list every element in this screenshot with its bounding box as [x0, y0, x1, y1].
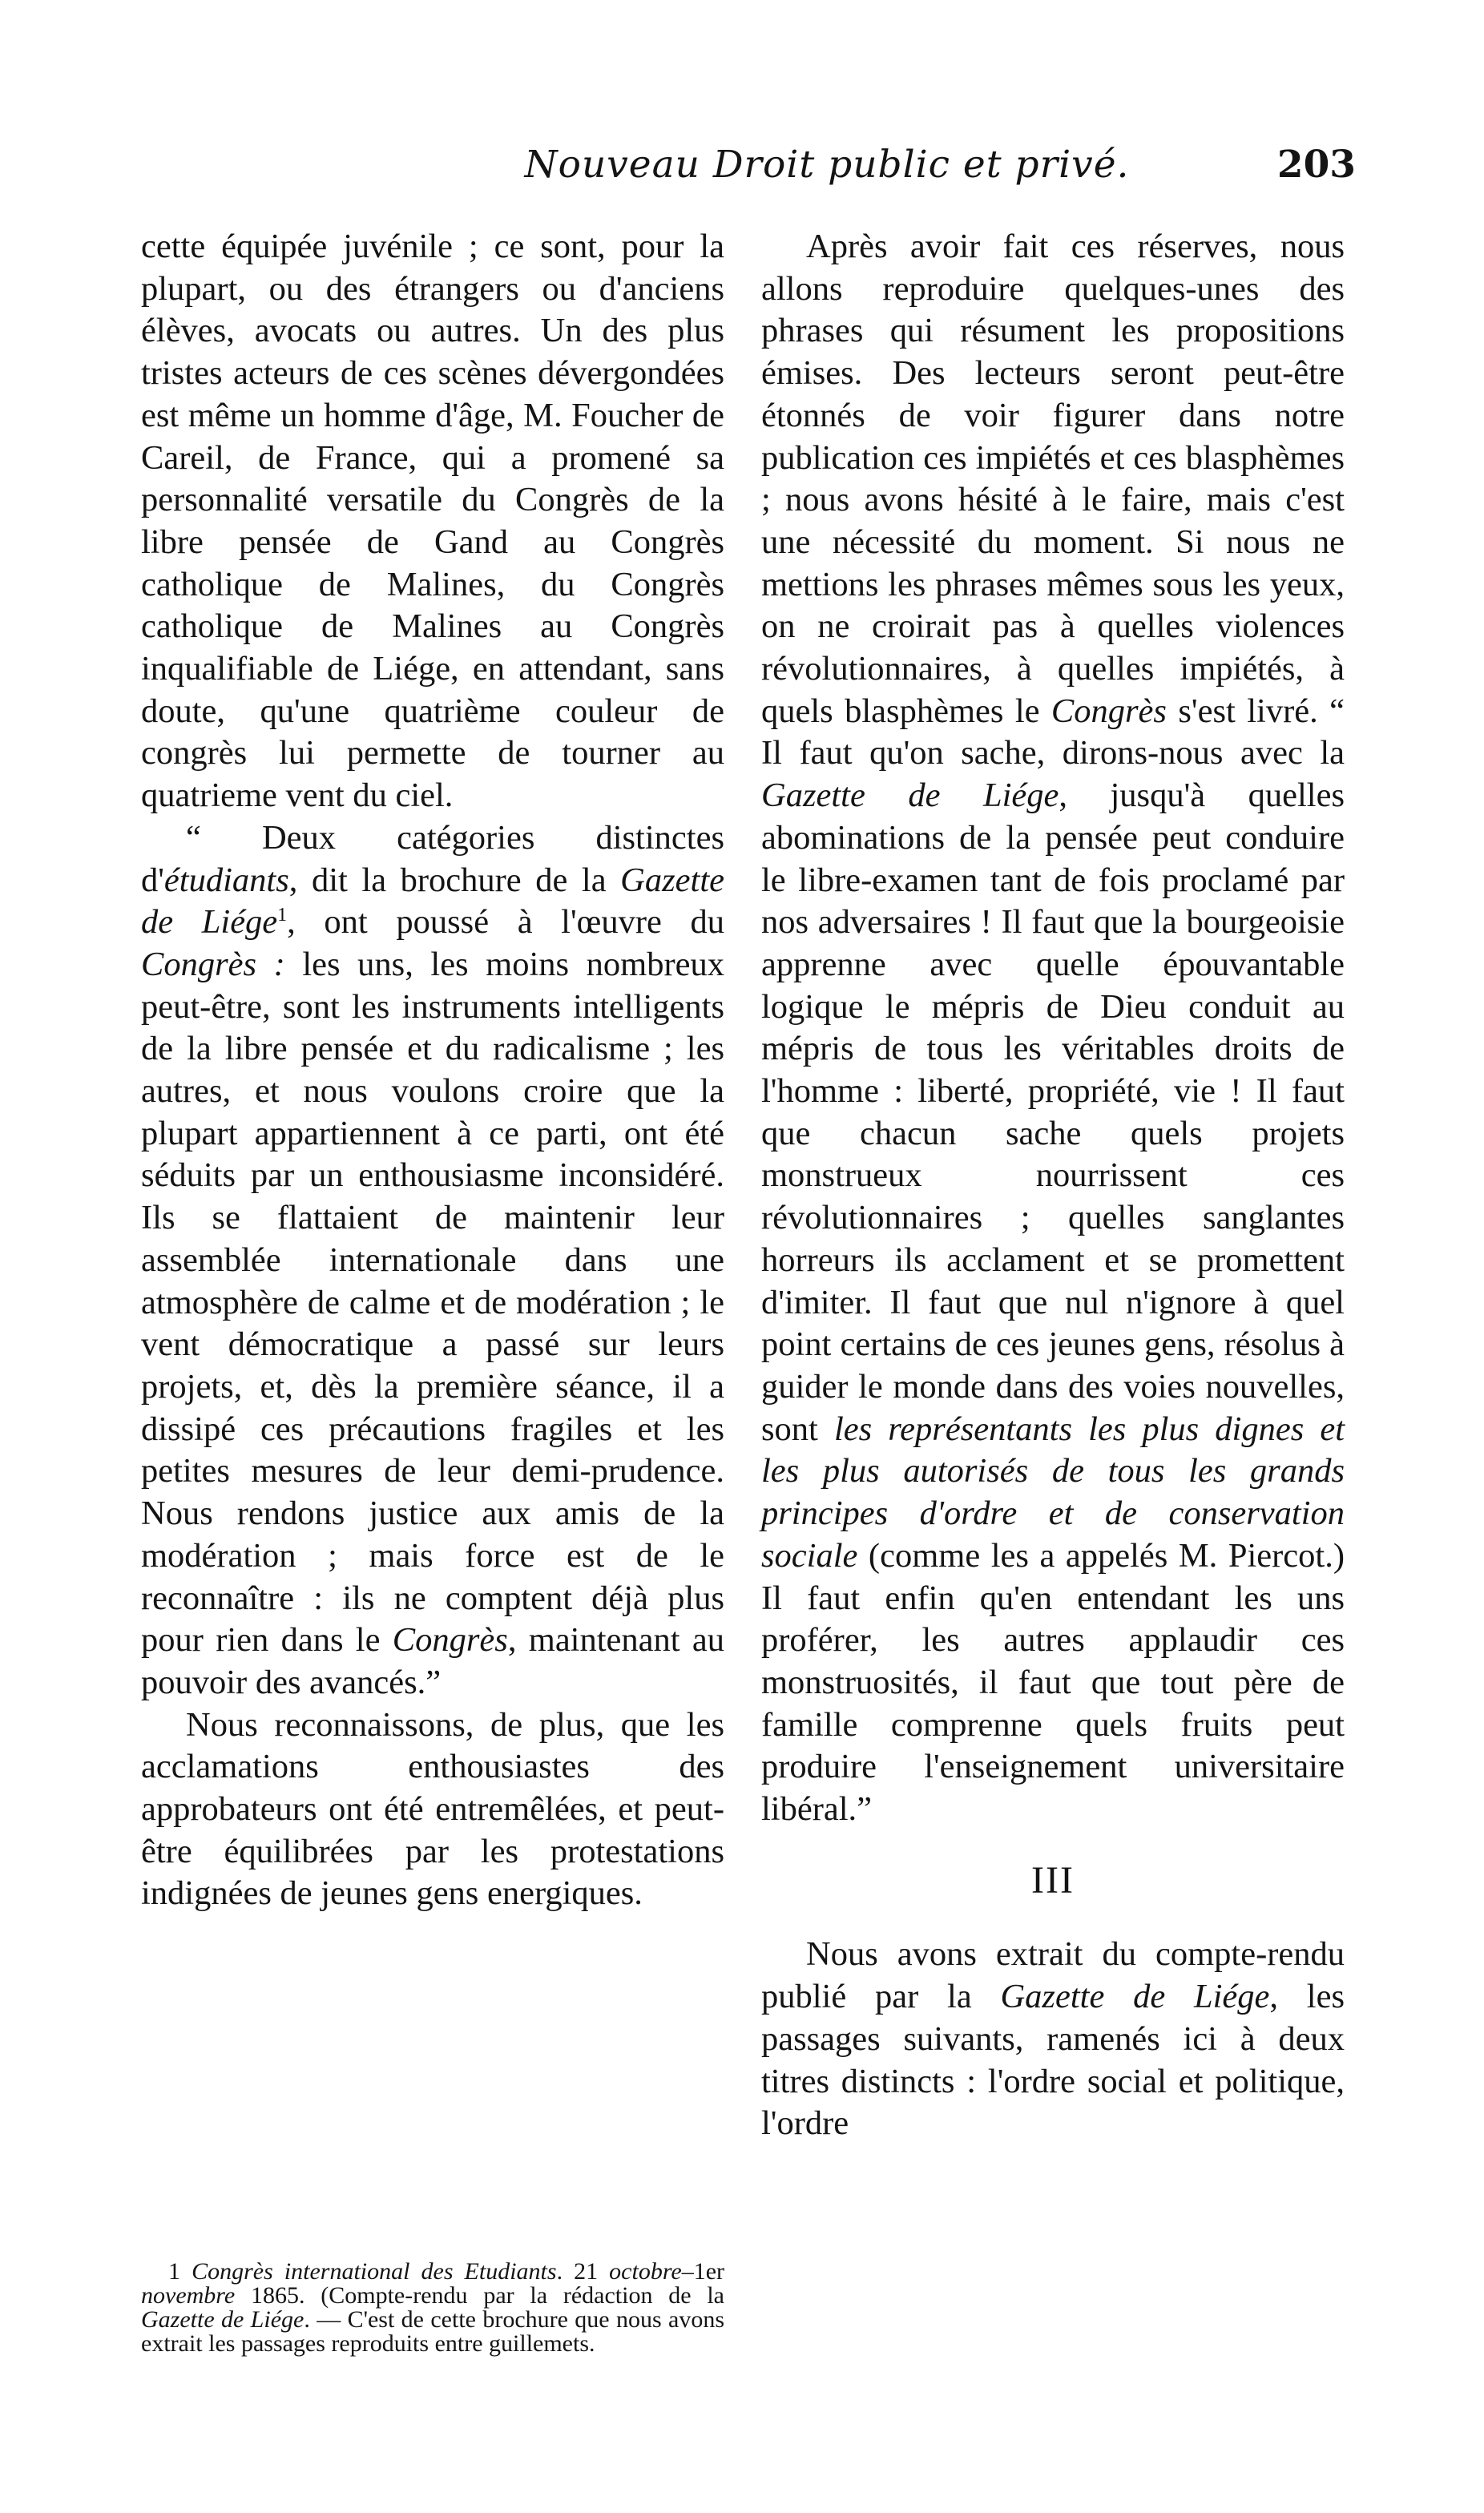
page-number: 203	[1276, 143, 1356, 187]
right-column	[761, 226, 1345, 2145]
paragraph-continuation: cette équipée juvénile ; ce sont, pour la plupart, ou des étrangers ou d'anciens élèves, avocats ou autres. Un des plus tristes acteurs de ces scènes dévergondées est même un homme d'âge, M. Foucher de Careil, de France, qui a promené sa personnalité versatile du Congrès de la libre pensée de Gand au Congrès catholique de Malines, du Congrès catholique de Malines au Congrès inqualifiable de Liége, en attendant, sans doute, qu'une quatrième couleur de congrès lui permette de tourner au quatrieme vent du ciel.	[141, 228, 724, 815]
running-title: Nouveau Droit public et privé.	[524, 143, 1130, 187]
paragraph: Nous avons extrait du compte-rendu publié par la Gazette de Liége, les passages suivants, ramenés ici à deux titres distincts : l'ordre social et politique, l'ordre	[761, 1935, 1345, 2143]
footnote-reference: 1	[277, 905, 288, 926]
running-head	[138, 143, 1356, 207]
left-column	[141, 226, 724, 1915]
section-heading: III	[1031, 1858, 1075, 1902]
footnote: 1 Congrès international des Etudiants. 21 octobre–1er novembre 1865. (Compte-rendu par la rédaction de la Gazette de Liége. — C'est de cette brochure que nous avons extrait les passages reproduits entre guillemets.	[141, 2258, 725, 2357]
paragraph: Après avoir fait ces réserves, nous allons reproduire quelques-unes des phrases qui résument les propositions émises. Des lecteurs seront peut-être étonnés de voir figurer dans notre publication ces impiétés et ces blasphèmes ; nous avons hésité à le faire, mais c'est une nécessité du moment. Si nous ne mettions les phrases mêmes sous les yeux, on ne croirait pas à quelles violences révolutionnaires, à quelles impiétés, à quels blasphèmes le Congrès s'est livré. “ Il faut qu'on sache, dirons-nous avec la Gazette de Liége, jusqu'à quelles abominations de la pensée peut conduire le libre-examen tant de fois proclamé par nos adversaires ! Il faut que la bourgeoisie apprenne avec quelle épouvantable logique le mépris de Dieu conduit au mépris de tous les véritables droits de l'homme : liberté, propriété, vie ! Il faut que chacun sache quels projets monstrueux nourrissent ces révolutionnaires ; quelles sanglantes horreurs ils acclament et se promettent d'imiter. Il faut que nul n'ignore à quel point certains de ces jeunes gens, résolus à guider le monde dans des voies nouvelles, sont les représentants les plus dignes et les plus autorisés de tous les grands principes d'ordre et de conservation sociale (comme les a appelés M. Piercot.) Il faut enfin qu'en entendant les uns proférer, les autres applaudir ces monstruosités, il faut que tout père de famille comprenne quels fruits peut produire l'enseignement universitaire libéral.”	[761, 228, 1345, 1829]
paragraph: Nous reconnaissons, de plus, que les acclamations enthousiastes des approbateurs ont été entremêlées, et peut-être équilibrées par les protestations indignées de jeunes gens energiques.	[141, 1705, 724, 1913]
quoted-paragraph: “ Deux catégories distinctes d'étudiants, dit la brochure de la Gazette de Liége$^1$, ont poussé à l'œuvre du Congrès : les uns, les moins nombreux peut-être, sont les instruments intelligents de la libre pensée et du radicalisme ; les autres, et nous voulons croire que la plupart appartiennent à ce parti, ont été séduits par un enthousiasme inconsidéré. Ils se flattaient de maintenir leur assemblée internationale dans une atmosphère de calme et de modération ; le vent démocratique a passé sur leurs projets, et, dès la première séance, il a dissipé ces précautions fragiles et les petites mesures de leur demi-prudence. Nous rendons justice aux amis de la modération ; mais force est de le reconnaître : ils ne comptent déjà plus pour rien dans le Congrès, maintenant au pouvoir des avancés.”	[141, 818, 724, 1701]
footnote-number: 1	[168, 2258, 180, 2285]
